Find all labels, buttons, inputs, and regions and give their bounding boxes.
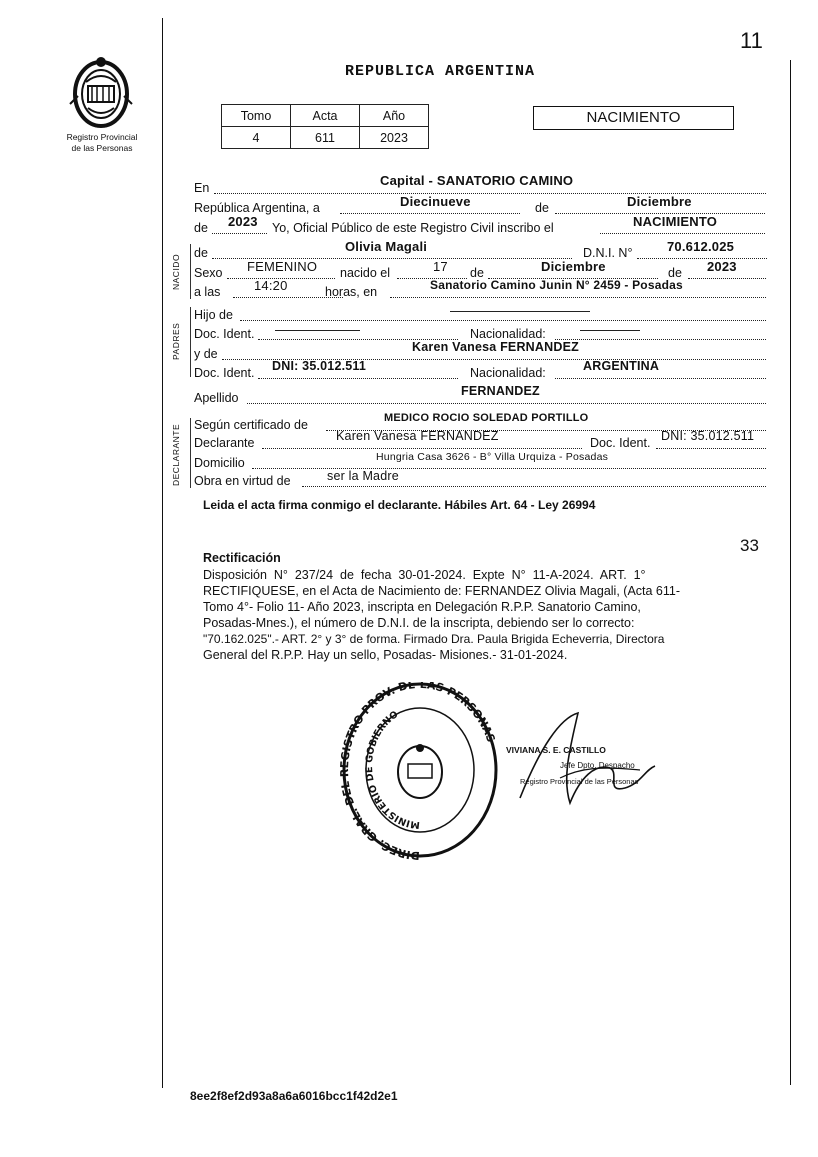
rectificacion-line3: Tomo 4°- Folio 11- Año 2023, inscripta en Delegación R.P.P. Sanatorio Camino, [203, 600, 641, 614]
birth-day: 17 [433, 259, 448, 274]
table-header-anio: Año [360, 105, 429, 127]
rectificacion-line5: "70.162.025".- ART. 2° y 3° de forma. Firmado Dra. Paula Brigida Echeverria, Directora [203, 632, 665, 646]
father-nationality-label: Nacionalidad: [470, 327, 546, 341]
rectificacion-line2: RECTIFIQUESE, en el Acta de Nacimiento de: FERNANDEZ Olivia Magali, (Acta 611- [203, 584, 681, 598]
declarante-doc: DNI: 35.012.511 [661, 429, 755, 443]
father-doc-struck [275, 330, 360, 331]
dni-value: 70.612.025 [667, 239, 735, 254]
year-de-label: de [194, 221, 208, 235]
child-name: Olivia Magali [345, 239, 428, 254]
table-header-acta: Acta [291, 105, 360, 127]
left-margin-line [162, 18, 163, 1088]
signer-title: Jefe Dpto. Despacho [560, 761, 635, 770]
stamp-inner-text: MINISTERIO DE GOBIERNO [363, 709, 421, 831]
leida-text: Leida el acta firma conmigo el declarante. Hábiles Art. 64 - Ley 26994 [203, 498, 596, 512]
obra-value: ser la Madre [327, 469, 399, 483]
signer-name: VIVIANA S. E. CASTILLO [506, 745, 606, 755]
table-header-tomo: Tomo [222, 105, 291, 127]
birth-month: Diciembre [541, 259, 606, 274]
official-text: Yo, Oficial Público de este Registro Civil inscribo el [272, 221, 554, 235]
declarante-doc-label: Doc. Ident. [590, 436, 651, 450]
dni-label: D.N.I. N° [583, 246, 633, 260]
domicilio-label: Domicilio [194, 456, 245, 470]
certificado-value: MEDICO ROCIO SOLEDAD PORTILLO [384, 412, 589, 424]
act-type-box [533, 106, 734, 130]
act-type-label: NACIMIENTO [586, 109, 681, 126]
domicilio-value: Hungria Casa 3626 - B° Villa Urquiza - Posadas [376, 451, 609, 463]
sexo-value: FEMENINO [247, 259, 318, 274]
father-nationality-struck [580, 330, 640, 331]
rectificacion-number: 33 [740, 536, 759, 555]
rectificacion-line1: Disposición N° 237/24 de fecha 30-01-2024. Expte N° 11-A-2024. ART. 1° [203, 568, 646, 582]
page-number: 11 [740, 28, 763, 53]
nacido-side-label: NACIDO [171, 253, 181, 290]
document-hash: 8ee2f8ef2d93a8a6a6016bcc1f42d2e1 [190, 1089, 398, 1103]
year-value: 2023 [228, 214, 258, 229]
birth-de2-label: de [668, 266, 682, 280]
mother-name: Karen Vanesa FERNANDEZ [412, 340, 579, 354]
obra-label: Obra en virtud de [194, 474, 291, 488]
en-value: Capital - SANATORIO CAMINO [380, 173, 574, 188]
declarante-side-label: DECLARANTE [171, 423, 181, 486]
hijo-struck-line [450, 311, 590, 312]
hijo-label: Hijo de [194, 308, 233, 322]
stamp-outer-text: DIREC. GRAL. DEL ISTRO PROV. DE LAS PERSONAS [340, 682, 498, 862]
rectificacion-line6: General del R.P.P. Hay un sello, Posadas- Misiones.- 31-01-2024. [203, 648, 568, 662]
inscribe-value: NACIMIENTO [633, 214, 718, 229]
mother-nationality: ARGENTINA [583, 359, 660, 373]
padres-side-label: PADRES [171, 322, 181, 360]
day-words: Diecinueve [400, 194, 471, 209]
signer-org: Registro Provincial de las Personas [520, 777, 639, 786]
republica-label: República Argentina, a [194, 201, 320, 215]
table-value-anio: 2023 [360, 127, 429, 149]
mother-doc-label: Doc. Ident. [194, 366, 255, 380]
nacido-de-label: de [194, 246, 208, 260]
father-doc-label: Doc. Ident. [194, 327, 255, 341]
rectificacion-title: Rectificación [203, 551, 281, 565]
republica-de-label: de [535, 201, 549, 215]
birth-de-label: de [470, 266, 484, 280]
registry-name-line2: de las Personas [71, 143, 133, 153]
sexo-label: Sexo [194, 266, 223, 280]
birth-year: 2023 [707, 259, 737, 274]
apellido-label: Apellido [194, 391, 239, 405]
birth-time: 14:20 [254, 278, 288, 293]
svg-text:MINISTERIO DE GOBIERNO [364, 709, 420, 830]
y-de-label: y de [194, 347, 218, 361]
mother-nationality-label: Nacionalidad: [470, 366, 546, 380]
alas-label: a las [194, 285, 221, 299]
mother-doc: DNI: 35.012.511 [272, 359, 367, 373]
apellido-value: FERNANDEZ [461, 384, 540, 398]
country-title: REPUBLICA ARGENTINA [345, 63, 536, 80]
en-label: En [194, 181, 210, 195]
declarante-label: Declarante [194, 436, 255, 450]
table-value-acta: 611 [291, 127, 360, 149]
registry-name-line1: Registro Provincial [66, 132, 138, 142]
horas-label: horas, en [325, 285, 378, 299]
table-value-tomo: 4 [222, 127, 291, 149]
registry-table [221, 104, 429, 149]
birth-place: Sanatorio Camino Junin N° 2459 - Posadas [430, 278, 683, 292]
segun-label: Según certificado de [194, 418, 308, 432]
nacido-el-label: nacido el [340, 266, 391, 280]
month-value: Diciembre [627, 194, 692, 209]
declarante-value: Karen Vanesa FERNANDEZ [336, 429, 499, 443]
rectificacion-line4: Posadas-Mnes.), el número de D.N.I. de la inscripta, debiendo ser lo correcto: [203, 616, 635, 630]
right-margin-line [790, 60, 791, 1085]
official-stamp [340, 682, 500, 862]
province-coat-of-arms [66, 52, 136, 132]
